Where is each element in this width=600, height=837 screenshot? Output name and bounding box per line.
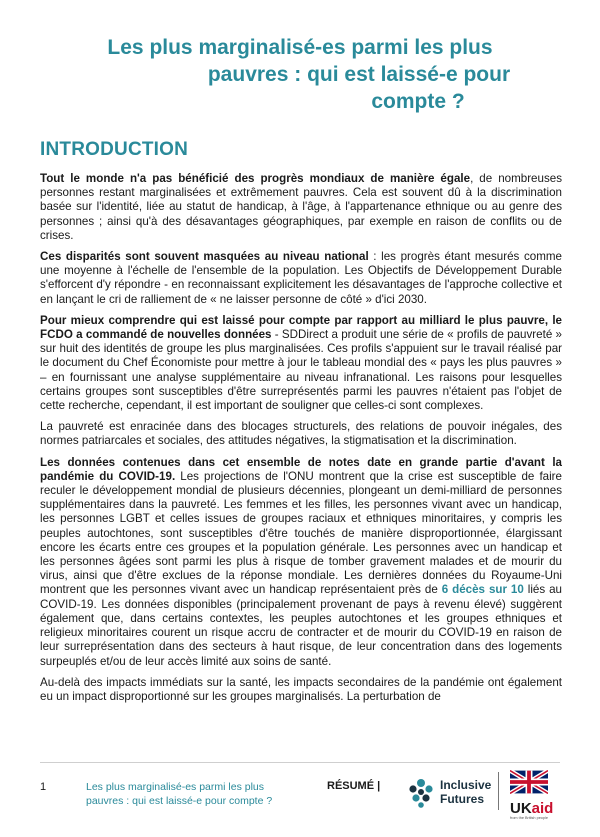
footer-doc-title: Les plus marginalisé-es parmi les plus pauvres : qui est laissé-e pour compte ? bbox=[86, 781, 273, 807]
p5-bold: Les données contenues dans cet ensemble de notes date en grande partie d'avant la pandémie du COVID-19. bbox=[40, 455, 562, 483]
p5-text-a: Les projections de l'ONU montrent que la crise est susceptible de faire reculer le développement mondial de plusieurs décennies, plongeant un demi-milliard de personnes supplémentaires dans la pauvreté. Les femmes et les filles, les personnes vivant avec un handicap, les personnes LGBT et celles issues de groupes raciaux et ethniques minoritaires, y compris les peuples autochtones, sont susceptibles d'être touchés de manière disproportionnée, élargissant encore les écarts entre ces groupes et la population générale. Les personnes avec un handicap et les personnes âgées sont parmi les plus à risque de tomber gravement malades et de mourir du virus, ainsi que d'être exclues de la réponse mondiale. Les dernières données du Royaume-Uni montrent que les personnes vivant avec un handicap représentaient près de bbox=[40, 469, 562, 597]
p3-bold: Pour mieux comprendre qui est laissé pour compte par rapport au milliard le plus pauvre, le FCDO a commandé de nouvelles données bbox=[40, 313, 562, 342]
deaths-statistic-link[interactable]: 6 décès sur 10 bbox=[441, 583, 524, 597]
union-jack-icon bbox=[510, 770, 548, 794]
p3-text: - SDDirect a produit une série de « profils de pauvreté » sur huit des identités de groupe les plus marginalisées. Ces profils s'appuient sur le travail réalisé par le document du Chef Économiste pour mettre à jour le tableau mondial des « pays les plus pauvres » – en fournissant une analyse supplémentaire au niveau infranational. Les raisons pour lesquelles certains groupes sont susceptibles d'être surreprésentés parmi les pauvres n'étaient pas l'objet de cette recherche, cependant, il est important de souligner que celles-ci sont complexes. bbox=[40, 328, 562, 413]
p5-text-b: liés au COVID-19. Les données disponibles (principalement provenant de pays à revenu élevé) suggèrent également que, dans certains contextes, les peuples autochtones et les groupes ethniques et religieux minoritaires courent un risque accru de contracter et de mourir du COVID-19 en raison de leur surreprésentation dans des secteurs à haut risque, de leur concentration dans des logements surpeuplés et/ou de leur accès limité aux soins de santé. bbox=[40, 583, 563, 668]
paragraph-6: Au-delà des impacts immédiats sur la santé, les impacts secondaires de la pandémie ont également eu un impact disproportionné sur les groupes marginalisés. La perturbation de bbox=[40, 675, 562, 703]
inclusive-futures-wordmark bbox=[440, 778, 491, 806]
body-text bbox=[40, 172, 562, 711]
footer-divider bbox=[40, 762, 560, 763]
document-title bbox=[60, 34, 540, 115]
section-heading: INTRODUCTION bbox=[40, 139, 189, 160]
logo-line-2: Futures bbox=[440, 792, 485, 806]
paragraph-4: La pauvreté est enracinée dans des blocages structurels, des relations de pouvoir inégales, des normes patriarcales et sociales, des attitudes négatives, la stigmatisation et la discrimination. bbox=[40, 420, 562, 448]
paragraph-2 bbox=[40, 250, 562, 307]
p2-text: : les progrès étant mesurés comme une moyenne à l'échelle de l'ensemble de la population. Les Objectifs de Développement Durable s'efforcent d'y répondre - en reconnaissant explicitement les désavantages de l'approche collective et en lançant le cri de ralliement de « ne laisser personne de côté » d'ici 2030. bbox=[40, 250, 562, 306]
ukaid-logo bbox=[510, 770, 552, 822]
ukaid-tagline: from the British people bbox=[510, 816, 548, 820]
ukaid-uk: UK bbox=[510, 800, 532, 817]
p1-bold: Tout le monde n'a pas bénéficié des progrès mondiaux de manière égale bbox=[40, 172, 471, 185]
ukaid-aid: aid bbox=[531, 800, 554, 817]
title-line-3: compte ? bbox=[371, 90, 465, 113]
title-line-2: pauvres : qui est laissé-e pour bbox=[207, 63, 511, 86]
ukaid-wordmark bbox=[510, 801, 552, 816]
paragraph-3 bbox=[40, 314, 562, 413]
inclusive-futures-logo bbox=[408, 774, 492, 812]
title-line-1: Les plus marginalisé-es parmi les plus bbox=[107, 36, 493, 59]
logo-line-1: Inclusive bbox=[440, 778, 492, 792]
page-number: 1 bbox=[40, 781, 47, 793]
paragraph-1 bbox=[40, 172, 562, 243]
page-footer bbox=[0, 762, 600, 837]
footer-section-label: RÉSUMÉ | bbox=[327, 780, 381, 792]
paragraph-5 bbox=[40, 456, 562, 669]
p1-text: , de nombreuses personnes restant marginalisées et extrêmement pauvres. Cela est souvent dû à la discrimination basée sur l'identité, liée au statut de handicap, à l'âge, à l'appartenance ethnique ou au genre des personnes ; ainsi qu'à des désavantages géographiques, par exemple en raison de conflits ou de crises. bbox=[40, 172, 562, 242]
inclusive-futures-icon bbox=[408, 778, 434, 808]
logo-divider bbox=[498, 772, 499, 810]
p2-bold: Ces disparités sont souvent masquées au niveau national bbox=[40, 250, 369, 264]
